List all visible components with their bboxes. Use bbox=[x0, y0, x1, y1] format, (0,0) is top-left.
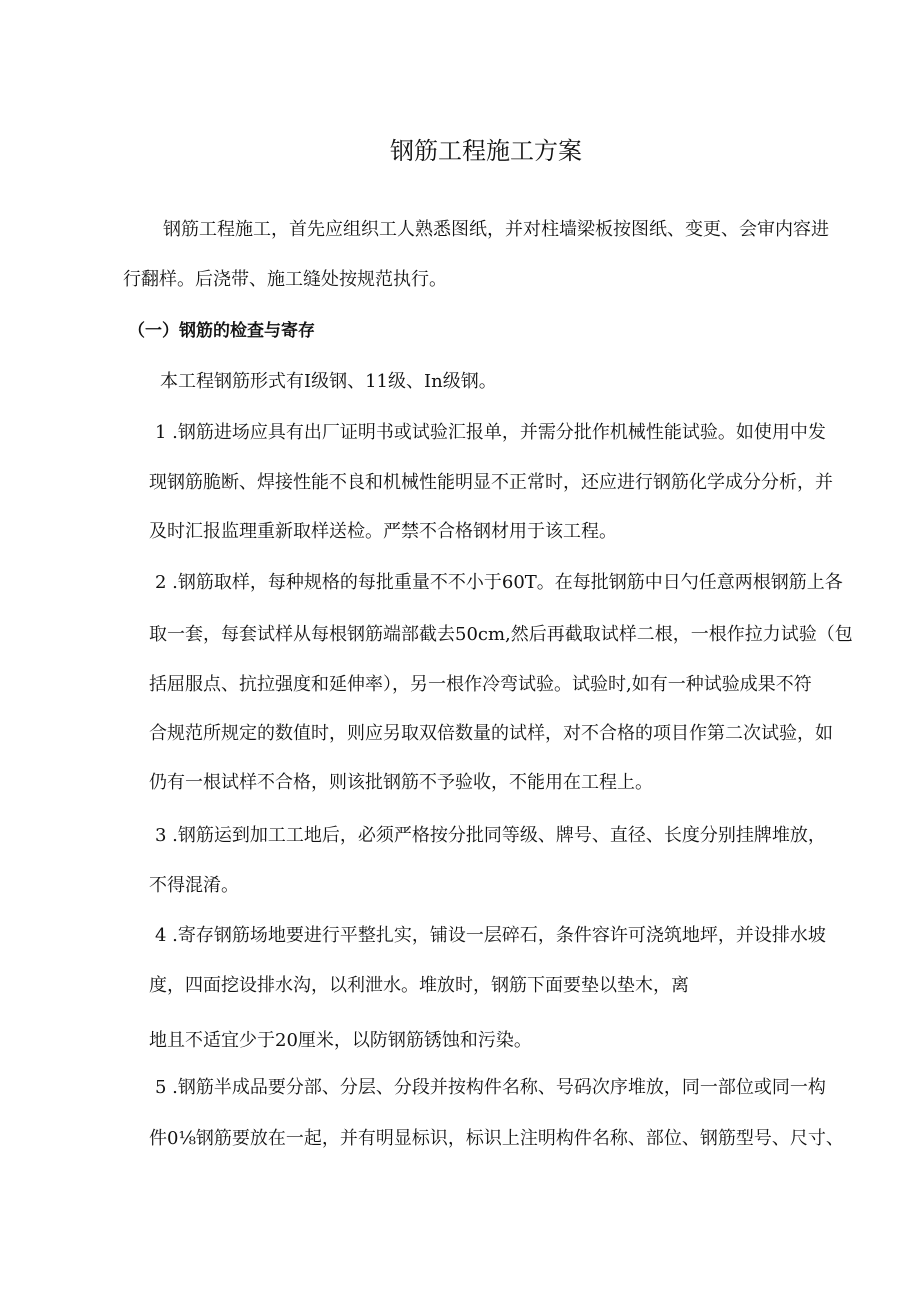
item-2-line: 2 .钢筋取样，每种规格的每批重量不不小于60T。在每批钢筋中日勺任意两根钢筋上各 bbox=[155, 572, 843, 593]
item-4-line: 度，四面挖设排水沟，以利泄水。堆放时，钢筋下面要垫以垫木，离 bbox=[149, 975, 689, 996]
item-2-line: 括屈服点、抗拉强度和延伸率），另一根作冷弯试验。试验时,如有一种试验成果不符 bbox=[149, 674, 812, 695]
intro-line: 钢筋工程施工，首先应组织工人熟悉图纸，并对柱墙梁板按图纸、变更、会审内容进 bbox=[163, 219, 829, 240]
item-2-line: 仍有一根试样不合格，则该批钢筋不予验收，不能用在工程上。 bbox=[149, 772, 653, 793]
intro-line: 行翻样。后浇带、施工缝处按规范执行。 bbox=[123, 269, 447, 290]
item-2-line: 取一套，每套试样从每根钢筋端部截去50cm,然后再截取试样二根，一根作拉力试验（包 bbox=[149, 624, 853, 645]
item-5-line: 件0⅛钢筋要放在一起，并有明显标识，标识上注明构件名称、部位、钢筋型号、尺寸、 bbox=[149, 1128, 844, 1149]
section-heading: （一）钢筋的检查与寄存 bbox=[128, 321, 315, 341]
item-1-line: 现钢筋脆断、焊接性能不良和机械性能明显不正常时，还应进行钢筋化学成分分析，并 bbox=[149, 472, 833, 493]
item-4-line: 4 .寄存钢筋场地要进行平整扎实，铺设一层碎石，条件容许可浇筑地坪，并设排水坡 bbox=[155, 925, 826, 946]
item-2-line: 合规范所规定的数值时，则应另取双倍数量的试样，对不合格的项目作第二次试验，如 bbox=[149, 723, 833, 744]
item-3-line: 不得混淆。 bbox=[149, 875, 239, 896]
item-1-line: 1 .钢筋进场应具有出厂证明书或试验汇报单，并需分批作机械性能试验。如使用中发 bbox=[155, 422, 826, 443]
item-1-line: 及时汇报监理重新取样送检。严禁不合格钢材用于该工程。 bbox=[149, 521, 617, 542]
section-lead: 本工程钢筋形式有I级钢、11级、In级钢。 bbox=[160, 371, 497, 392]
item-5-line: 5 .钢筋半成品要分部、分层、分段并按构件名称、号码次序堆放，同一部位或同一构 bbox=[155, 1077, 826, 1098]
document-title: 钢筋工程施工方案 bbox=[390, 137, 582, 165]
item-4-line: 地且不适宜少于20厘米，以防钢筋锈蚀和污染。 bbox=[149, 1030, 532, 1051]
item-3-line: 3 .钢筋运到加工工地后，必须严格按分批同等级、牌号、直径、长度分别挂牌堆放， bbox=[155, 825, 826, 846]
